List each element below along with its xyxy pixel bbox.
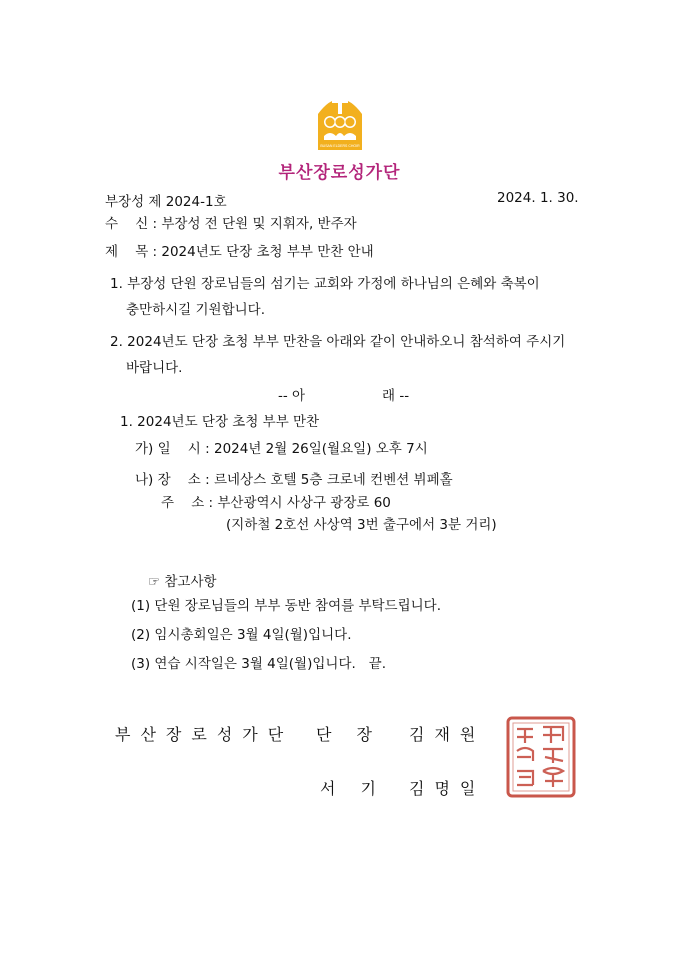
official-seal-stamp <box>505 715 577 799</box>
paragraph-2-line-2: 바랍니다. <box>126 360 183 376</box>
notes-header: ☞ 참고사항 <box>148 574 217 590</box>
paragraph-1-line-2: 충만하시길 기원합니다. <box>126 302 265 318</box>
note-item: (3) 연습 시작일은 3월 4일(월)입니다. 끝. <box>131 656 386 672</box>
subject-line: 제 목 : 2024년도 단장 초청 부부 만찬 안내 <box>105 244 374 260</box>
paragraph-1-line-1: 1. 부장성 단원 장로님들의 섬기는 교회와 가정에 하나님의 은혜와 축복이 <box>110 276 540 292</box>
secretary-name: 김명일 <box>409 779 486 798</box>
document-date: 2024. 1. 30. <box>497 190 579 206</box>
leader-title: 단 장 <box>316 725 382 744</box>
leader-name: 김재원 <box>409 725 486 744</box>
recipient-line: 수 신 : 부장성 전 단원 및 지휘자, 반주자 <box>105 216 357 232</box>
event-title: 1. 2024년도 단장 초청 부부 만찬 <box>120 414 320 430</box>
event-place: 나) 장 소 : 르네상스 호텔 5층 크로네 컨벤션 뷔페홀 <box>135 472 453 488</box>
notice-right: 래 -- <box>382 388 410 404</box>
notice-left: -- 아 <box>278 388 306 404</box>
paragraph-2-line-1: 2. 2024년도 단장 초청 부부 만찬을 아래와 같이 안내하오니 참석하여 주시기 <box>110 334 566 350</box>
event-datetime: 가) 일 시 : 2024년 2월 26일(월요일) 오후 7시 <box>135 441 428 457</box>
event-directions: (지하철 2호선 사상역 3번 출구에서 3분 거리) <box>226 517 497 533</box>
signature-org: 부산장로성가단 <box>115 725 294 744</box>
note-item: (1) 단원 장로님들의 부부 동반 참여를 부탁드립니다. <box>131 598 441 614</box>
org-title: 부산장로성가단 <box>278 163 401 183</box>
note-item: (2) 임시총회일은 3월 4일(월)입니다. <box>131 627 352 643</box>
event-address: 주 소 : 부산광역시 사상구 광장로 60 <box>161 495 391 511</box>
secretary-title: 서 기 <box>320 779 386 798</box>
logo-caption: BUSAN ELDERS CHOIR <box>320 144 360 148</box>
choir-logo <box>316 90 364 150</box>
document-number: 부장성 제 2024-1호 <box>105 194 227 210</box>
